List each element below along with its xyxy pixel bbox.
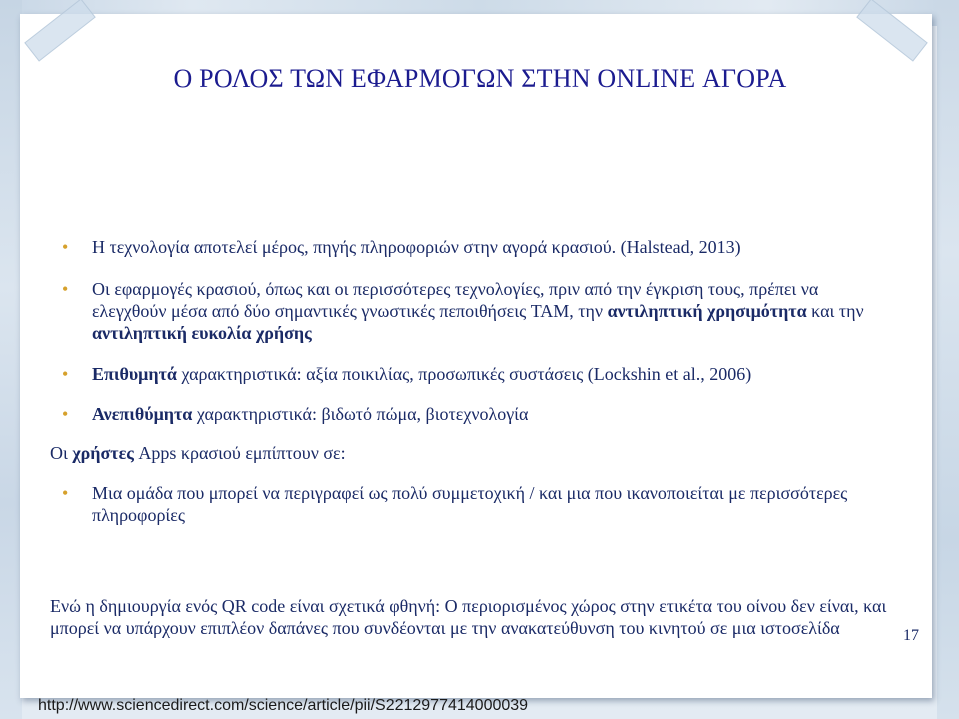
bullet-tam-text: Οι εφαρμογές κρασιού, όπως και οι περισσότερες τεχνολογίες, πριν από την έγκριση τους, πρέπει να ελεγχθούν μέσα από δύο σημαντικές γνωστικές πεποιθήσεις TAM, την (92, 279, 819, 321)
qr-code-paragraph: Ενώ η δημιουργία ενός QR code είναι σχετικά φθηνή: Ο περιορισμένος χώρος στην ετικέτα του οίνου δεν είναι, και μπορεί να υπάρχουν επιπλέον δαπάνες που συνδέονται με την ανακατεύθυνση του κινητού σε μια ιστοσελίδα (50, 596, 887, 638)
perceived-ease-of-use-term: αντιληπτική ευκολία χρήσης (92, 323, 312, 343)
users-line-after: Apps κρασιού εμπίπτουν σε: (133, 443, 346, 463)
background-edge-right (937, 0, 959, 719)
desirable-term: Επιθυμητά (92, 364, 177, 384)
users-line (50, 442, 870, 464)
slide-content (50, 236, 870, 526)
bullet-desirable-text: χαρακτηριστικά: αξία ποικιλίας, προσωπικές συστάσεις (Lockshin et al., 2006) (176, 364, 752, 384)
bullet-user-groups (50, 482, 870, 526)
bullet-undesirable (50, 403, 870, 425)
users-term: χρήστες (72, 443, 134, 463)
source-url: http://www.sciencedirect.com/science/article/pii/S2212977414000039 (38, 697, 529, 714)
bullet-technology-text: Η τεχνολογία αποτελεί μέρος, πηγής πληροφοριών στην αγορά κρασιού. (Halstead, 2013) (92, 237, 741, 257)
bullet-desirable (50, 363, 870, 385)
background-edge-left (0, 0, 22, 719)
bullet-tam (50, 278, 870, 344)
bullet-tam-middle: και την (806, 301, 864, 321)
page-number: 17 (903, 627, 919, 644)
perceived-usefulness-term: αντιληπτική χρησιμότητα (607, 301, 807, 321)
bullet-user-groups-text: Μια ομάδα που μπορεί να περιγραφεί ως πολύ συμμετοχική / και μια που ικανοποιείται με περισσότερες πληροφορίες (92, 483, 848, 525)
undesirable-term: Ανεπιθύμητα (92, 404, 193, 424)
bullet-undesirable-text: χαρακτηριστικά: βιδωτό πώμα, βιοτεχνολογία (192, 404, 529, 424)
slide-title: Ο ΡΟΛΟΣ ΤΩΝ ΕΦΑΡΜΟΓΩΝ ΣΤΗΝ ONLINE ΑΓΟΡΑ (173, 64, 787, 93)
bullet-technology (50, 236, 870, 258)
users-line-before: Οι (50, 443, 73, 463)
